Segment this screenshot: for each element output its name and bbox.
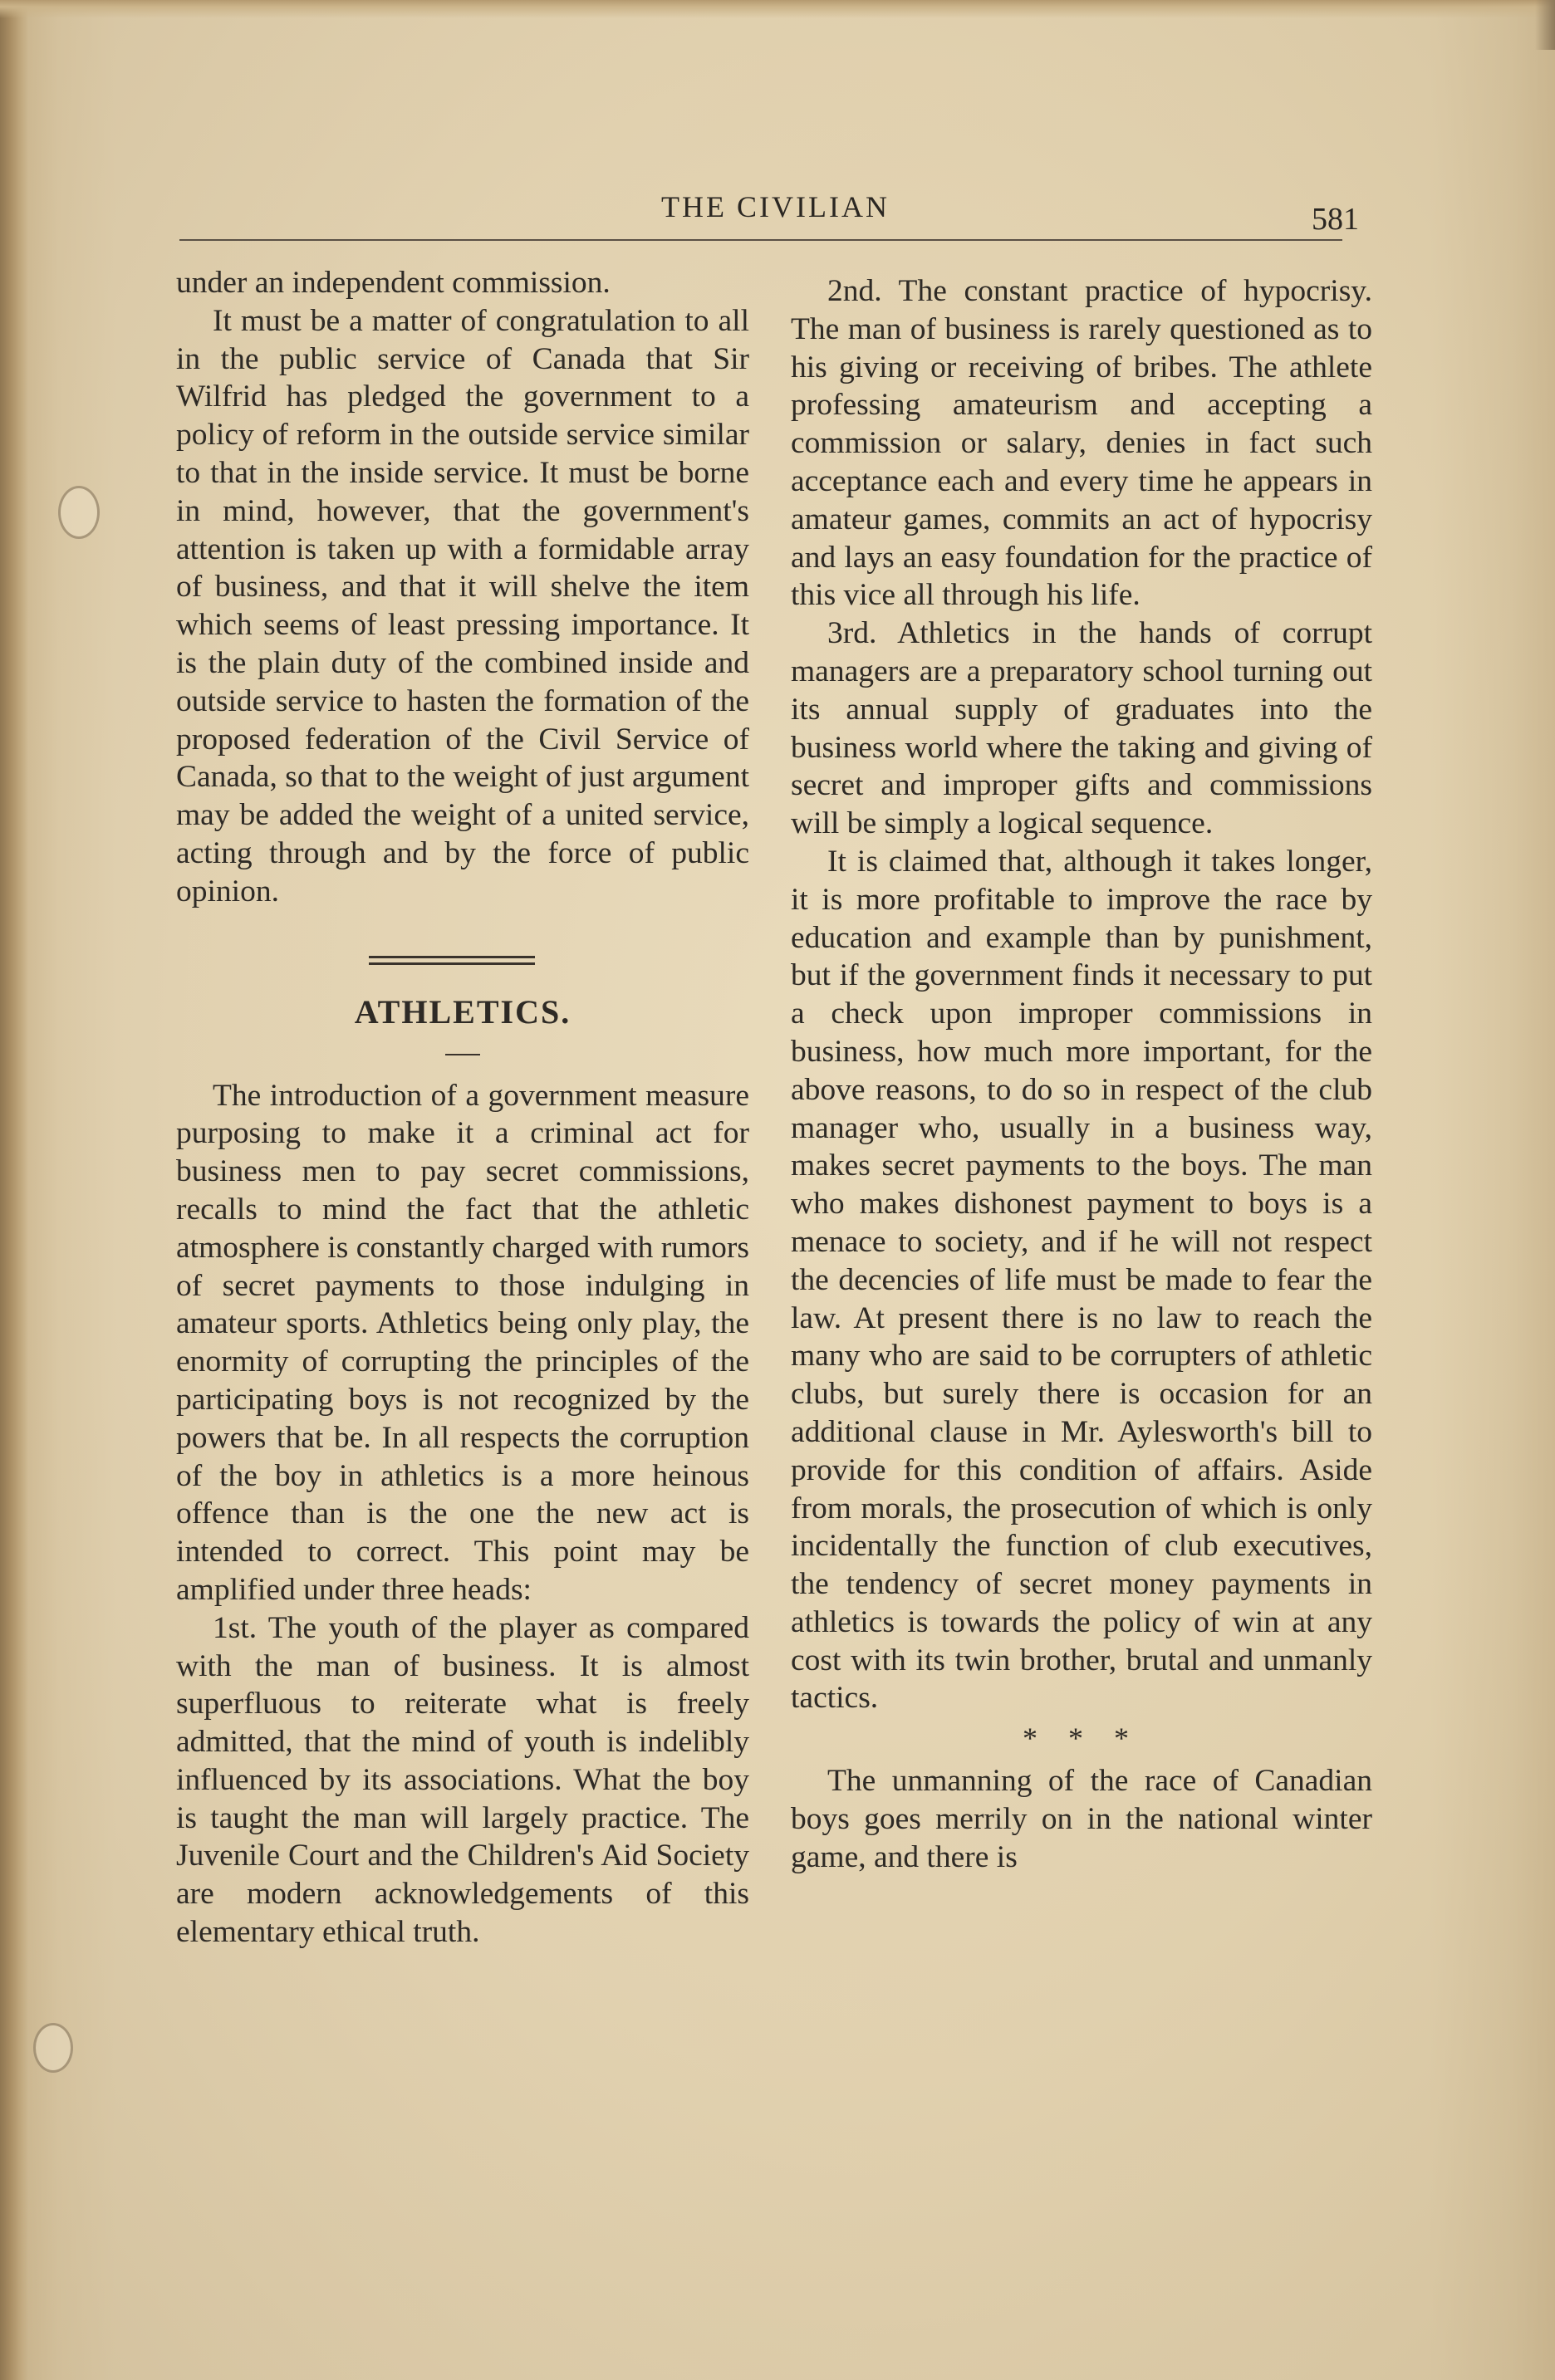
page-top-edge [0,0,1555,18]
binding-hole-upper [58,486,100,539]
paragraph-third-head: 3rd. Athletics in the hands of corrupt managers are a preparatory school turning out its annual supply of graduates into the business world where the taking and giving of secret and improper gifts and commissions will be simply a logical sequence. [791,616,1372,841]
section-heading-athletics: ATHLETICS. [354,992,571,1031]
binding-hole-lower [33,2023,73,2073]
paragraph-claim: It is claimed that, although it takes longer, it is more profitable to improve the race by education and example than by punishment, but if the government finds it necessary to put a check upon improper commissions in business, how much more important, for the above reasons, to do so in respect of the club manager who, usually in a business way, makes secret payments to the boys. The man who makes dishonest payment to boys is a menace to society, and if he will not respect the decencies of life must be made to fear the law. At present there is no law to reach the many who are said to be corrupters of athletic clubs, but surely there is occasion for an additional clause in Mr. Aylesworth's bill to provide for this condition of affairs. Aside from morals, the prosecution of which is only incidentally the function of club executives, the tendency of secret money payments in athletics is towards the policy of win at any cost with its twin brother, brutal and unmanly tactics. [791,844,1372,1716]
paragraph-first-head: 1st. The youth of the player as compared with the man of business. It is almost superfluous to reiterate what is freely admitted, that the mind of youth is indelibly influenced by its associations. What the boy is taught the man will largely practice. The Juvenile Court and the Children's Aid Society are modern acknowledgements of this elementary ethical truth. [176,1610,749,1950]
page-number: 581 [1312,202,1359,237]
journal-title: THE CIVILIAN [661,190,890,223]
binding-edge [0,0,28,2380]
paragraph-unmanning: The unmanning of the race of Canadian boys goes merrily on in the national winter game, and there is [791,1764,1372,1874]
right-column [791,272,1372,1877]
paragraph-commission-end: under an independent commission. [176,266,611,300]
running-header [179,189,1376,247]
section-divider [176,928,749,986]
asterisk-separator: * * * [1023,1721,1140,1756]
paragraph-introduction: The introduction of a government measure purposing to make it a criminal act for business men to pay secret commissions, recalls to mind the fact that the athletic atmosphere is constantly charged with rumors of secret payments to those indulging in amateur sports. Athletics being only play, the enormity of corrupting the principles of the participating boys is not recognized by the powers that be. In all respects the corruption of the boy in athletics is a more heinous offence than is the one the new act is intended to correct. This point may be amplified under three heads: [176,1078,749,1607]
heading-dash [445,1054,480,1055]
page-corner-shadow [1535,0,1555,50]
divider-rule-top [369,956,535,958]
divider-rule-bottom [369,962,535,965]
paragraph-second-head: 2nd. The constant practice of hypocrisy. The man of business is rarely questioned as to his giving or receiving of bribes. The athlete professing amateurism and accepting a commission or salary, denies in fact such acceptance each and every time he appears in amateur games, commits an act of hypocrisy and lays an easy foundation for the practice of this vice all through his life. [791,274,1372,613]
left-column [176,264,749,1952]
paragraph-reform: It must be a matter of congratulation to all in the public service of Canada that Sir Wilfrid has pledged the government to a policy of reform in the outside service similar to that in the inside service. It must be borne in mind, however, that the government's attention is taken up with a formidable array of business, and that it will shelve the item which seems of least pressing importance. It is the plain duty of the combined inside and outside service to hasten the formation of the proposed federation of the Civil Service of Canada, so that to the weight of just argument may be added the weight of a united service, acting through and by the force of public opinion. [176,303,749,908]
header-rule [179,239,1342,241]
